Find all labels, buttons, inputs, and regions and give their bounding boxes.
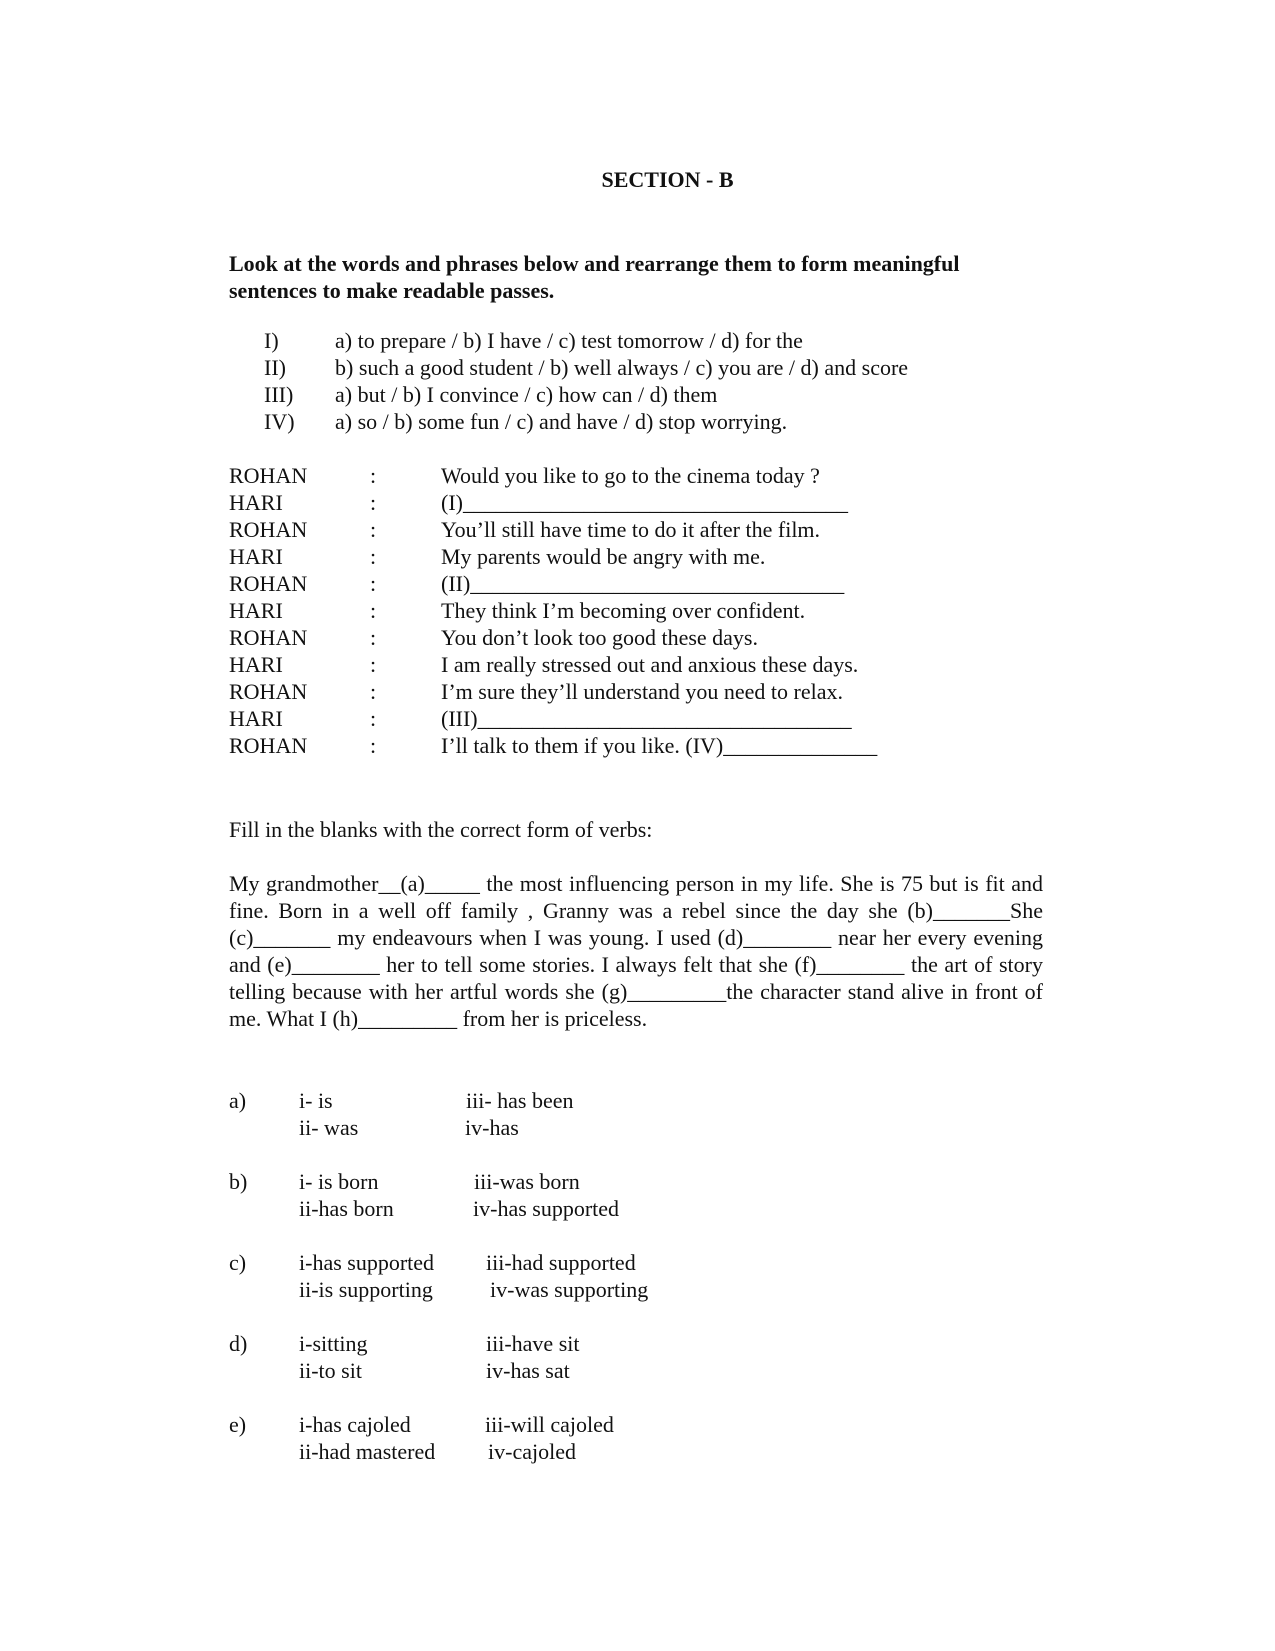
option-choice: ii- was [299,1115,359,1140]
option-group [0,1412,1275,1466]
option-choice: iii-will cajoled [485,1412,614,1437]
colon: : [370,733,377,758]
speaker: ROHAN [229,571,308,596]
option-choice: iv-cajoled [488,1439,576,1464]
option-choice: iv-has sat [486,1358,570,1383]
speaker: HARI [229,652,283,677]
option-letter: a) [229,1088,247,1113]
instruction-text: Look at the words and phrases below and rearrange them to form meaningful sentences to make readable passes. [229,251,960,303]
colon: : [370,679,377,704]
colon: : [370,625,377,650]
option-choice: iv-was supporting [490,1277,649,1302]
option-letter: c) [229,1250,247,1275]
dialogue-line: (I)___________________________________ [441,490,848,515]
option-group [0,1169,1275,1223]
dialogue-line: (III)__________________________________ [441,706,852,731]
option-choice: i-has cajoled [299,1412,411,1437]
option-choice: i-has supported [299,1250,435,1275]
option-choice: i- is born [299,1169,379,1194]
speaker: ROHAN [229,679,308,704]
speaker: HARI [229,490,283,515]
option-letter: d) [229,1331,248,1356]
section-title: SECTION - B [601,167,734,192]
colon: : [370,517,377,542]
speaker: HARI [229,706,283,731]
option-group [0,1250,1275,1304]
item-text: a) so / b) some fun / c) and have / d) stop worrying. [335,409,788,434]
speaker: HARI [229,598,283,623]
option-choice: ii-is supporting [299,1277,433,1302]
dialogue-line: I am really stressed out and anxious these days. [441,652,859,677]
speaker: ROHAN [229,733,308,758]
option-choice: iv-has supported [473,1196,620,1221]
option-choice: ii-to sit [299,1358,362,1383]
item-text: a) but / b) I convince / c) how can / d) them [335,382,718,407]
option-choice: i- is [299,1088,333,1113]
speaker: HARI [229,544,283,569]
fill-instruction: Fill in the blanks with the correct form of verbs: [229,817,653,842]
item-number: I) [264,328,279,353]
option-group [0,1088,1275,1142]
option-choice: ii-has born [299,1196,394,1221]
dialogue-line: (II)__________________________________ [441,571,845,596]
dialogue-line: You don’t look too good these days. [441,625,758,650]
option-choice: iii-have sit [486,1331,580,1356]
item-number: IV) [264,409,295,434]
option-choice: i-sitting [299,1331,368,1356]
item-text: a) to prepare / b) I have / c) test tomorrow / d) for the [335,328,803,353]
item-number: II) [264,355,286,380]
speaker: ROHAN [229,625,308,650]
option-choice: iii- has been [466,1088,574,1113]
colon: : [370,490,377,515]
dialogue-line: I’ll talk to them if you like. (IV)______________ [441,733,878,758]
colon: : [370,544,377,569]
passage-text: My grandmother__(a)_____ the most influencing person in my life. She is 75 but is fit and fine. Born in a well off family , Granny was a rebel since the day she (b)_______She (c)_______ my endeavours when I was young. I used (d)________ near her every evening and (e)________ her to tell some stories. I always felt that she (f)________ the art of story telling because with her artful words she (g)_________the character stand alive in front of me. What I (h)_________ from her is priceless. [229,871,1043,1031]
option-choice: iii-had supported [486,1250,636,1275]
option-choice: iii-was born [474,1169,580,1194]
option-letter: b) [229,1169,248,1194]
dialogue-line: I’m sure they’ll understand you need to relax. [441,679,843,704]
option-choice: ii-had mastered [299,1439,436,1464]
option-letter: e) [229,1412,247,1437]
colon: : [370,571,377,596]
dialogue-line: My parents would be angry with me. [441,544,766,569]
colon: : [370,706,377,731]
colon: : [370,652,377,677]
speaker: ROHAN [229,463,308,488]
item-text: b) such a good student / b) well always / c) you are / d) and score [335,355,909,380]
item-number: III) [264,382,294,407]
dialogue-line: Would you like to go to the cinema today ? [441,463,820,488]
option-group [0,1331,1275,1385]
colon: : [370,463,377,488]
colon: : [370,598,377,623]
speaker: ROHAN [229,517,308,542]
dialogue-line: They think I’m becoming over confident. [441,598,806,623]
option-choice: iv-has [465,1115,519,1140]
dialogue-line: You’ll still have time to do it after the film. [441,517,821,542]
